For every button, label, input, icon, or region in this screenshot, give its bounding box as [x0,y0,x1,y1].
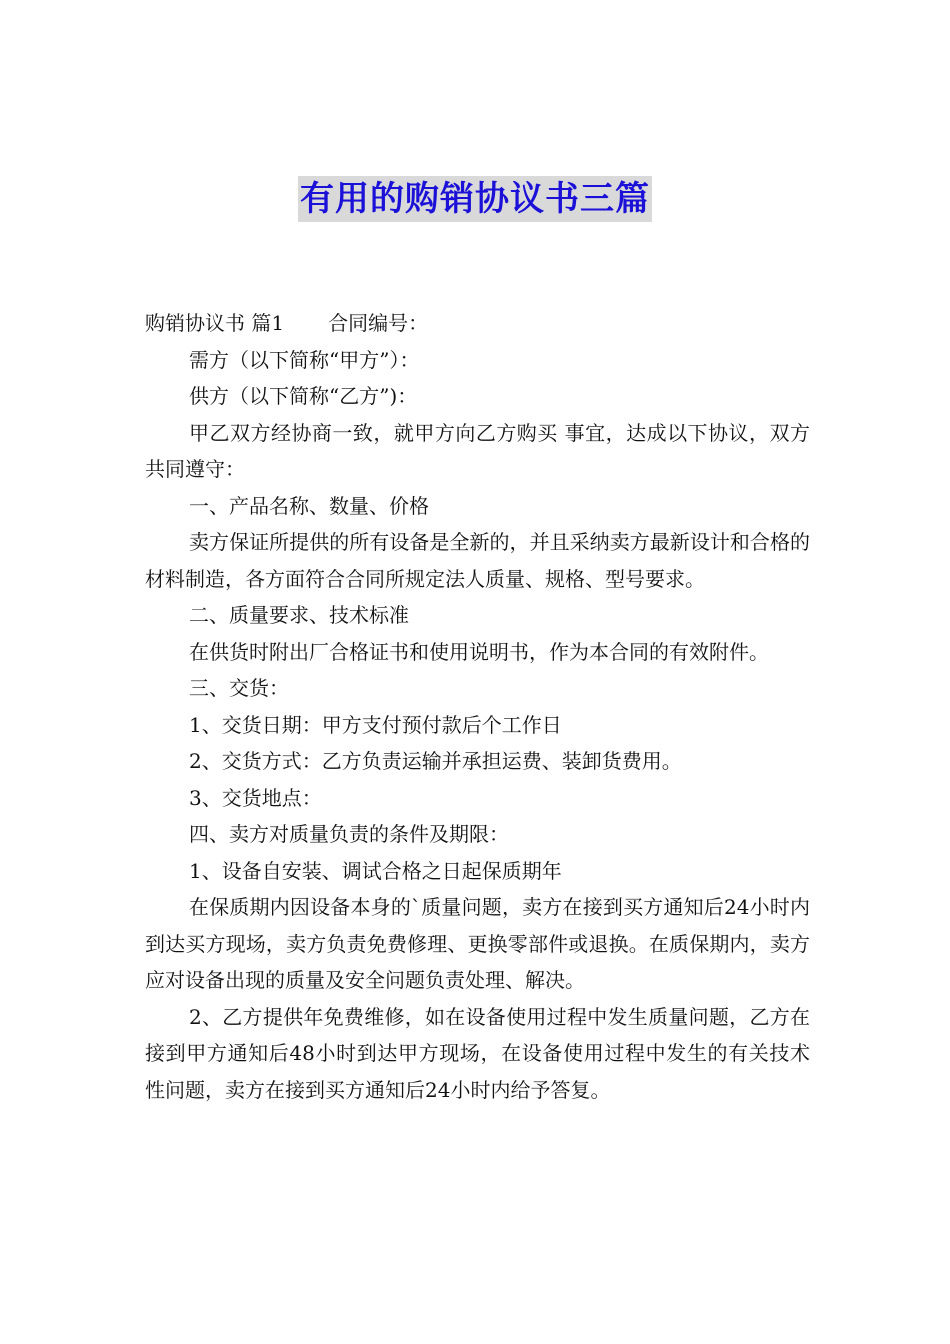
paragraph-warranty-repair: 在保质期内因设备本身的`质量问题，卖方在接到买方通知后24小时内到达买方现场，卖方负责免费修理、更换零部件或退换。在质保期内，卖方应对设备出现的质量及安全问题负责处理、解决。 [145,895,810,992]
title-container [0,176,950,222]
item-free-maintenance: 2、乙方提供年免费维修，如在设备使用过程中发生质量问题，乙方在接到甲方通知后48小时到达甲方现场，在设备使用过程中发生的有关技术性问题，卖方在接到买方通知后24小时内给予答复。 [145,1004,810,1102]
paragraph-equipment-guarantee: 卖方保证所提供的所有设备是全新的，并且采纳卖方最新设计和合格的材料制造，各方面符合合同所规定法人质量、规格、型号要求。 [145,530,810,591]
header-line [145,305,810,342]
document-title: 有用的购销协议书三篇 [298,176,652,222]
document-body [145,305,810,1108]
heading-warranty: 四、卖方对质量负责的条件及期限： [189,822,509,846]
item-delivery-location: 3、交货地点： [189,785,322,810]
paragraph-buyer: 需方（以下简称“甲方”）： [189,347,420,372]
paragraph-agreement: 甲乙双方经协商一致，就甲方向乙方购买 事宜，达成以下协议，双方共同遵守： [145,420,810,481]
paragraph-certificate: 在供货时附出厂合格证书和使用说明书，作为本合同的有效附件。 [189,639,769,664]
heading-product: 一、产品名称、数量、价格 [189,493,429,518]
section-label: 购销协议书 篇1 [145,311,285,335]
item-delivery-method: 2、交货方式：乙方负责运输并承担运费、装卸货费用。 [189,749,682,773]
paragraph-supplier: 供方（以下简称“乙方”)： [189,384,418,408]
contract-number-label: 合同编号： [328,311,429,335]
item-delivery-date: 1、交货日期：甲方支付预付款后个工作日 [189,712,562,737]
heading-quality: 二、质量要求、技术标准 [189,603,409,627]
heading-delivery: 三、交货： [189,676,289,700]
item-warranty-period: 1、设备自安装、调试合格之日起保质期年 [189,858,562,883]
